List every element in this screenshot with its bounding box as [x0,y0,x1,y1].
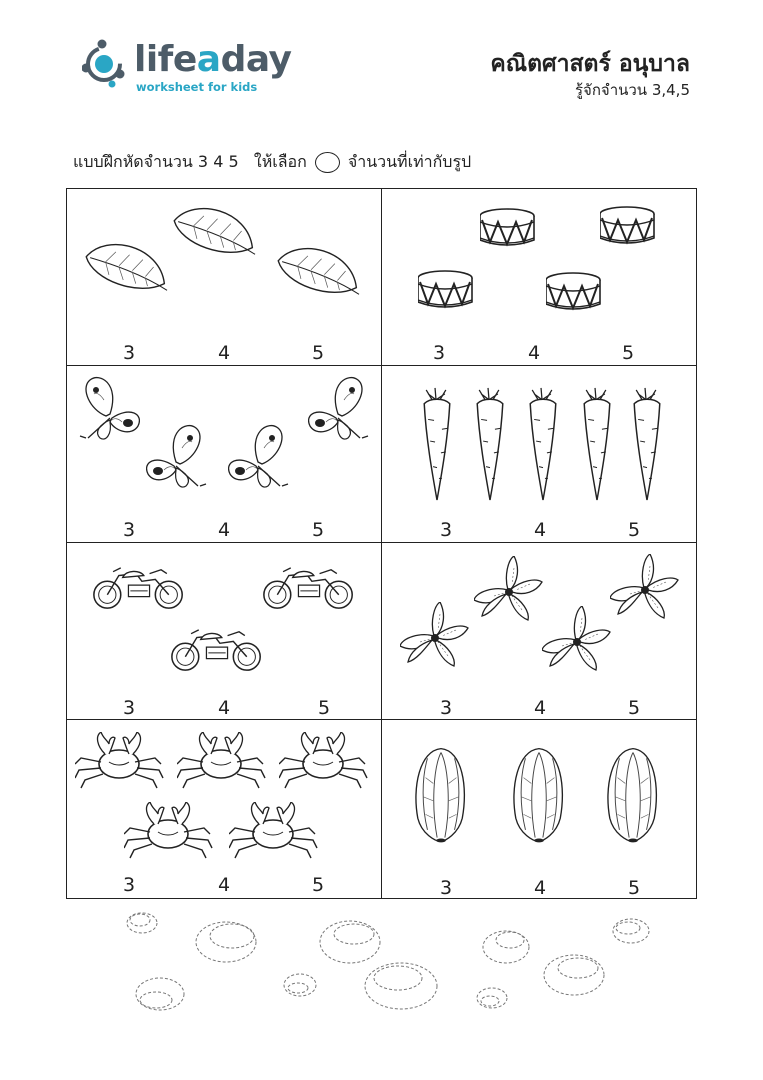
crab-icon [229,802,319,860]
motorcycle-icon [90,564,188,612]
answer-option[interactable]: 3 [123,519,136,541]
answer-option[interactable]: 4 [528,342,541,364]
leaf-icon [84,236,174,308]
instruction-text-after: จำนวนที่เท่ากับรูป [347,152,472,171]
drum-icon [480,208,536,252]
answer-option[interactable]: 3 [433,342,446,364]
answer-option[interactable]: 3 [123,342,136,364]
drum-icon [418,270,474,314]
answer-option[interactable]: 4 [218,874,231,896]
carrot-icon [630,386,664,502]
answer-option[interactable]: 4 [218,342,231,364]
crab-icon [75,732,165,790]
answer-option[interactable]: 5 [312,519,325,541]
cabbage-icon [412,746,470,846]
answer-option[interactable]: 3 [123,697,136,719]
answer-option[interactable]: 4 [534,697,547,719]
grid-divider [66,365,697,366]
butterfly-icon [228,422,292,492]
logo [82,38,292,96]
cabbage-icon [510,746,568,846]
flower-icon [474,556,544,624]
decorative-bubbles [0,900,763,1080]
motorcycle-icon [260,564,358,612]
page-title: คณิตศาสตร์ อนุบาล [490,51,690,77]
instruction [73,150,471,175]
leaf-icon [172,200,262,272]
logo-molecule-icon [82,38,132,90]
carrot-icon [473,386,507,502]
carrot-icon [580,386,614,502]
answer-option[interactable]: 4 [218,519,231,541]
answer-option[interactable]: 5 [622,342,635,364]
butterfly-icon [146,422,210,492]
instruction-text-before: แบบฝึกหัดจำนวน 3 4 5 ให้เลือก [73,152,307,171]
logo-tagline: worksheet for kids [136,80,258,94]
flower-icon [400,602,470,670]
page-subtitle: รู้จักจำนวน 3,4,5 [574,81,690,99]
crab-icon [279,732,369,790]
cabbage-icon [604,746,662,846]
answer-option[interactable]: 3 [123,874,136,896]
drum-icon [600,206,656,250]
answer-option[interactable]: 5 [628,877,641,899]
answer-option[interactable]: 3 [440,519,453,541]
answer-option[interactable]: 5 [312,342,325,364]
butterfly-icon [76,374,140,444]
crab-icon [124,802,214,860]
grid-divider-vertical [381,188,382,899]
circle-symbol-icon [315,152,340,173]
answer-option[interactable]: 4 [534,519,547,541]
carrot-icon [420,386,454,502]
logo-wordmark: lifeaday [134,39,292,80]
answer-option[interactable]: 4 [218,697,231,719]
answer-option[interactable]: 5 [628,519,641,541]
answer-option[interactable]: 5 [312,874,325,896]
motorcycle-icon [168,626,266,674]
answer-option[interactable]: 3 [440,877,453,899]
flower-icon [542,606,612,674]
crab-icon [177,732,267,790]
carrot-icon [526,386,560,502]
leaf-icon [276,240,366,312]
grid-divider [66,719,697,720]
answer-option[interactable]: 4 [534,877,547,899]
answer-option[interactable]: 3 [440,697,453,719]
grid-divider [66,542,697,543]
butterfly-icon [308,374,372,444]
answer-option[interactable]: 5 [318,697,331,719]
answer-option[interactable]: 5 [628,697,641,719]
flower-icon [610,554,680,622]
drum-icon [546,272,602,316]
